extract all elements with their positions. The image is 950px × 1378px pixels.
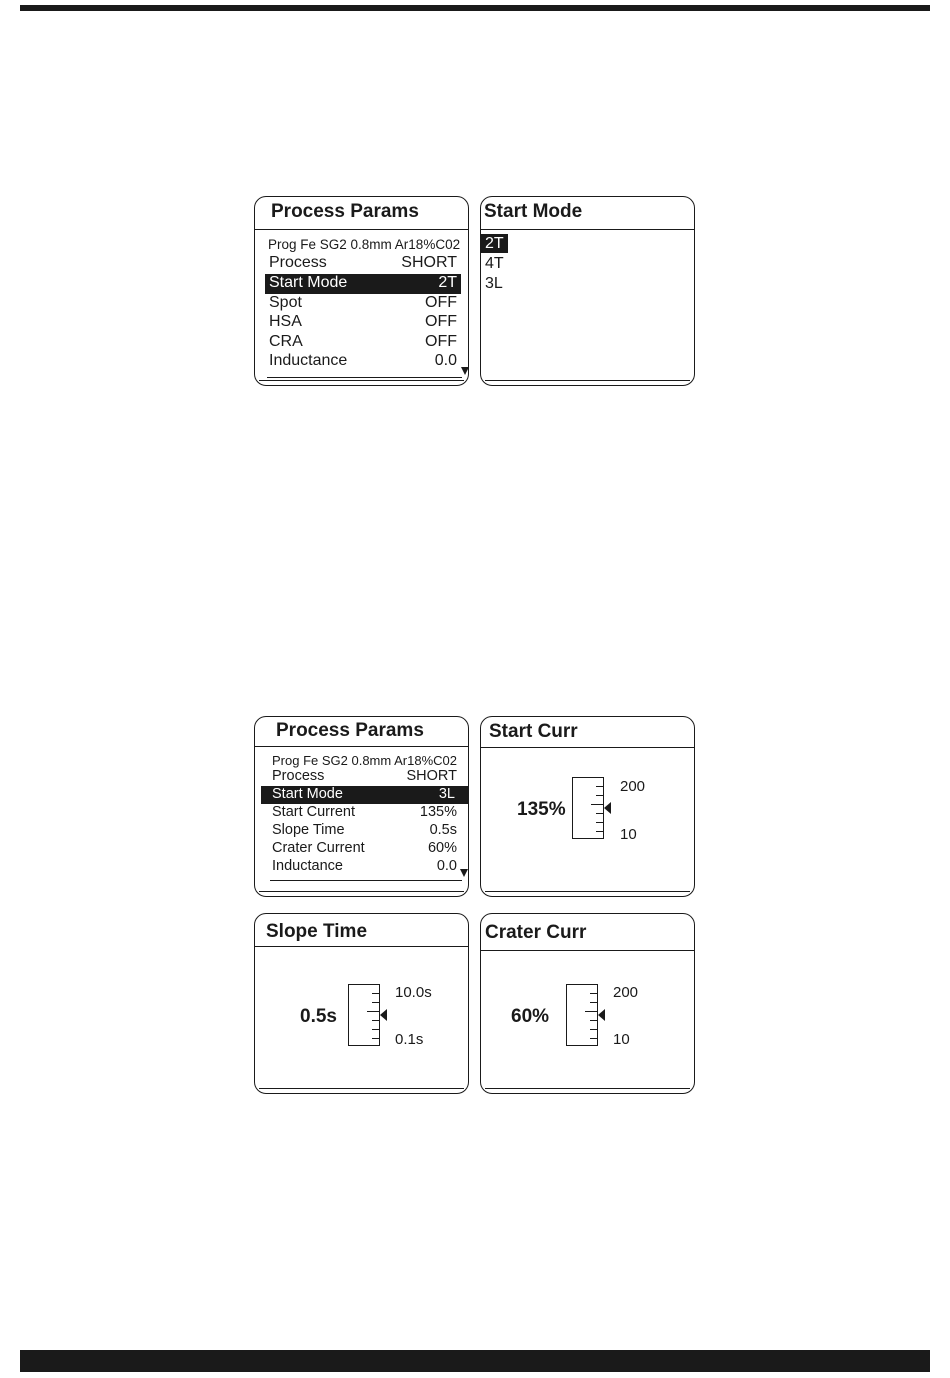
param-label: Start Current [272,804,355,820]
program-line: Prog Fe SG2 0.8mm Ar18%C02 [268,237,461,252]
param-label: Inductance [272,858,343,874]
param-label: HSA [269,313,302,330]
param-row-start-mode[interactable] [265,274,461,294]
gauge-tick [590,1002,597,1003]
param-value: 0.5s [429,822,457,838]
gauge-min-label: 0.1s [395,1031,424,1048]
gauge-tick [585,1011,597,1012]
param-label: Inductance [269,352,348,369]
param-value: OFF [425,333,457,350]
param-label: CRA [269,333,303,350]
param-row-inductance[interactable] [268,858,461,876]
gauge-pointer-icon [604,802,611,814]
param-value: 2T [438,274,457,291]
param-row-crater-current[interactable] [268,840,461,858]
process-params-screen-2 [254,716,469,897]
screen-bottom-rule [259,1088,464,1089]
param-label: Crater Current [272,840,365,856]
gauge-max-label: 200 [613,984,639,1001]
slope-time-screen [254,913,469,1094]
gauge-tick [590,1029,597,1030]
param-row-process[interactable] [268,768,461,786]
param-label: Start Mode [272,786,343,802]
option-4t[interactable]: 4T [485,255,504,272]
screen-bottom-rule [485,1088,690,1089]
gauge-tick [372,1029,379,1030]
gauge-tick [372,1002,379,1003]
screen-title: Start Curr [481,717,694,748]
param-value: 0.0 [434,352,457,369]
screen-bottom-rule [259,891,464,892]
param-row-spot[interactable] [265,294,461,314]
screen-title: Process Params [255,197,468,230]
gauge-min-label: 10 [620,826,637,843]
program-line: Prog Fe SG2 0.8mm Ar18%C02 [272,753,457,768]
screen-title: Slope Time [255,914,468,947]
screen-title: Start Mode [481,197,694,230]
param-label: Process [269,254,327,271]
top-rule [20,5,930,11]
gauge-tick [596,786,603,787]
screen-title: Crater Curr [481,914,694,951]
option-3l[interactable]: 3L [485,275,503,292]
gauge-tick [596,831,603,832]
gauge-value: 135% [517,799,566,820]
param-value: 135% [419,804,457,820]
gauge-max-label: 200 [620,778,646,795]
start-mode-screen [480,196,695,386]
scroll-down-icon [460,869,468,877]
param-label: Process [272,768,325,784]
param-value: OFF [425,294,457,311]
param-value: SHORT [401,254,457,271]
param-value: 0.0 [436,858,457,874]
start-curr-screen [480,716,695,897]
level-gauge[interactable] [566,984,598,1046]
gauge-value: 60% [511,1006,550,1027]
gauge-tick [590,1038,597,1039]
screen-bottom-rule [259,380,464,381]
bottom-band [20,1350,930,1372]
process-params-screen-1 [254,196,469,386]
level-gauge[interactable] [572,777,604,839]
gauge-value: 0.5s [300,1006,337,1027]
param-row-hsa[interactable] [265,313,461,333]
level-gauge[interactable] [348,984,380,1046]
screen-title: Process Params [255,717,468,747]
gauge-tick [372,993,379,994]
gauge-pointer-icon [598,1009,605,1021]
param-value: 60% [427,840,457,856]
option-2t[interactable]: 2T [481,234,508,253]
param-value: SHORT [406,768,457,784]
param-row-start-mode[interactable] [261,786,468,804]
param-label: Slope Time [272,822,345,838]
gauge-tick [596,813,603,814]
param-row-slope-time[interactable] [268,822,461,840]
gauge-tick [596,822,603,823]
screen-bottom-rule [485,891,690,892]
gauge-tick [591,804,603,805]
gauge-tick [590,993,597,994]
gauge-max-label: 10.0s [395,984,432,1001]
gauge-tick [367,1011,379,1012]
param-value: 3L [438,786,455,802]
gauge-tick [590,1020,597,1021]
gauge-min-label: 10 [613,1031,630,1048]
list-divider [270,880,462,881]
list-divider [267,377,462,378]
gauge-pointer-icon [380,1009,387,1021]
param-row-inductance[interactable] [265,352,461,372]
param-row-process[interactable] [265,254,461,274]
param-row-cra[interactable] [265,333,461,353]
scroll-down-icon [461,367,469,375]
crater-curr-screen [480,913,695,1094]
gauge-tick [596,795,603,796]
gauge-tick [372,1038,379,1039]
param-row-start-current[interactable] [268,804,461,822]
param-label: Spot [269,294,302,311]
param-value: OFF [425,313,457,330]
gauge-tick [372,1020,379,1021]
screen-bottom-rule [485,380,690,381]
param-label: Start Mode [269,274,348,291]
